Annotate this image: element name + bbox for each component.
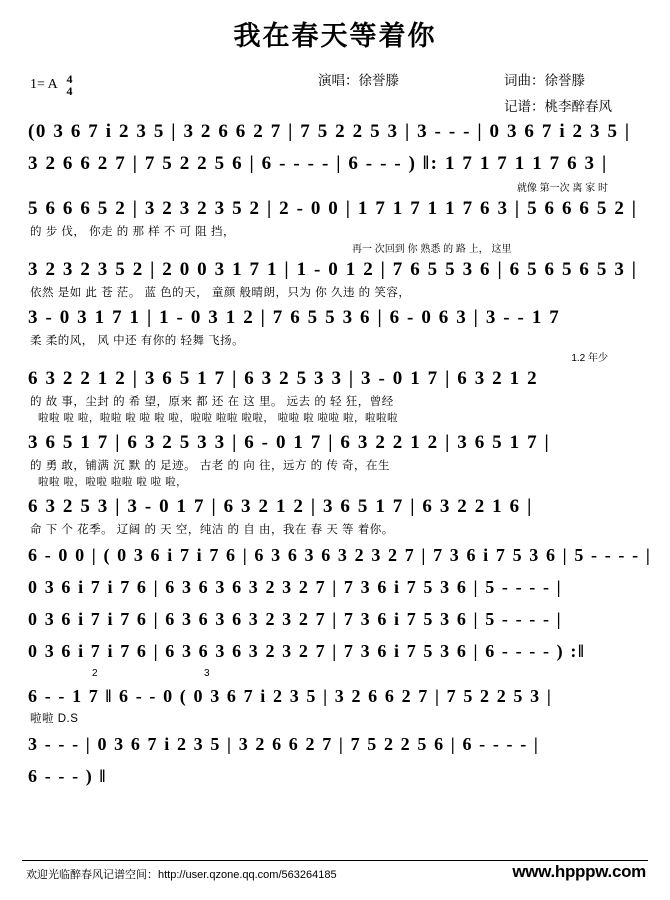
notation-line: 5 6 6 6 5 2 | 3 2 3 2 3 5 2 | 2 - 0 0 | 1 7 1 7 1 1 7 6 3 | 5 6 6 6 5 2 | bbox=[28, 198, 638, 219]
page-title: 我在春天等着你 bbox=[233, 21, 437, 51]
ending-bracket-2: 2 bbox=[92, 668, 98, 679]
notation-line: 6 - - - ) ‖ bbox=[28, 766, 107, 786]
music-system bbox=[22, 364, 648, 426]
singer-credit: 演唱：徐誉滕 bbox=[318, 73, 399, 88]
lyric-line: 就像 第一次 离 家 时 bbox=[516, 183, 608, 194]
footer-credit-link[interactable]: 欢迎光临醉春风记谱空间：http://user.qzone.qq.com/563264185 bbox=[26, 869, 337, 881]
notation-line: 0 3 6 i 7 i 7 6 | 6 3 6 3 6 3 2 3 2 7 | 7 3 6 i 7 5 3 6 | 5 - - - - | bbox=[28, 609, 563, 629]
lyric-line: 命 下 个 花季。 辽阔 的 天 空，纯洁 的 自 由，我在 春 天 等 着你。 bbox=[30, 524, 394, 536]
lyric-line: 柔 柔的风， 风 中还 有你的 轻舞 飞扬。 bbox=[30, 335, 245, 347]
notation-line: 0 3 6 i 7 i 7 6 | 6 3 6 3 6 3 2 3 2 7 | 7 3 6 i 7 5 3 6 | 5 - - - - | bbox=[28, 577, 563, 597]
notation-line: 6 3 2 2 1 2 | 3 6 5 1 7 | 6 3 2 5 3 3 | 3 - 0 1 7 | 6 3 2 1 2 bbox=[28, 368, 539, 389]
notation-line: 3 2 3 2 3 5 2 | 2 0 0 3 1 7 1 | 1 - 0 1 2 | 7 6 5 5 3 6 | 6 5 6 5 6 5 3 | bbox=[28, 259, 638, 280]
time-signature-numerator: 4 bbox=[66, 72, 73, 86]
lyric-line: 啦啦 D.S bbox=[30, 713, 79, 725]
music-system bbox=[22, 636, 648, 666]
music-system-endings bbox=[22, 668, 648, 727]
music-system bbox=[22, 604, 648, 634]
notation-line: 0 3 6 i 7 i 7 6 | 6 3 6 3 6 3 2 3 2 7 | 7 3 6 i 7 5 3 6 | 6 - - - - ) :‖ bbox=[28, 641, 586, 661]
lyric-line-continued: 再一 次回到 你 熟悉 的 路 上， 这里 bbox=[352, 244, 512, 255]
notation-line: 3 - - - | 0 3 6 7 i 2 3 5 | 3 2 6 6 2 7 | 7 5 2 2 5 6 | 6 - - - - | bbox=[28, 734, 540, 754]
footer-site-logo[interactable]: www.hpppw.com bbox=[512, 862, 646, 881]
sheet-music-page bbox=[0, 14, 670, 900]
notation-line: 6 3 2 5 3 | 3 - 0 1 7 | 6 3 2 1 2 | 3 6 5 1 7 | 6 3 2 2 1 6 | bbox=[28, 496, 533, 517]
lyric-line: 的 勇 敢，铺满 沉 默 的 足迹。 古老 的 向 往，远方 的 传 奇，在生 bbox=[30, 460, 391, 472]
music-system bbox=[22, 428, 648, 490]
page-footer bbox=[0, 860, 670, 894]
music-system bbox=[22, 149, 648, 192]
notation-line: 6 - 0 0 | ( 0 3 6 i 7 i 7 6 | 6 3 6 3 6 3 2 3 2 7 | 7 3 6 i 7 5 3 6 | 5 - - - - | bbox=[28, 545, 652, 565]
notator-credit: 记谱：桃李醉春风 bbox=[504, 99, 612, 114]
music-system bbox=[22, 492, 648, 538]
notation-line: 3 6 5 1 7 | 6 3 2 5 3 3 | 6 - 0 1 7 | 6 3 2 2 1 2 | 3 6 5 1 7 | bbox=[28, 432, 551, 453]
music-system bbox=[22, 117, 648, 147]
music-system bbox=[22, 572, 648, 602]
music-system bbox=[22, 255, 648, 301]
notation-line: (0 3 6 7 i 2 3 5 | 3 2 6 6 2 7 | 7 5 2 2 5 3 | 3 - - - | 0 3 6 7 i 2 3 5 | bbox=[28, 121, 631, 142]
time-signature bbox=[66, 73, 72, 97]
verse-marker: 1.2 年少 bbox=[571, 353, 608, 364]
ending-bracket-3: 3 bbox=[204, 668, 210, 679]
notation-line: 3 - 0 3 1 7 1 | 1 - 0 3 1 2 | 7 6 5 5 3 6 | 6 - 0 6 3 | 3 - - 1 7 bbox=[28, 307, 561, 328]
lyric-line: 的 步 伐， 你走 的 那 样 不 可 阻 挡， bbox=[30, 226, 235, 238]
lyric-line-harmony: 啦啦 啦，啦啦 啦啦 啦 啦 啦， bbox=[38, 476, 188, 488]
lyric-line: 的 故 事，尘封 的 希 望，原来 都 还 在 这 里。 远去 的 轻 狂，曾经 bbox=[30, 396, 394, 408]
lyric-line-harmony: 啦啦 啦 啦，啦啦 啦 啦 啦 啦，啦啦 啦啦 啦啦， 啦啦 啦 啦啦 啦，啦啦啦 bbox=[38, 412, 399, 424]
lyric-line: 依然 是如 此 苍 茫。 蓝 色的天， 童颜 般晴朗，只为 你 久违 的 笑容， bbox=[30, 287, 411, 299]
music-system bbox=[22, 729, 648, 759]
music-system bbox=[22, 194, 648, 253]
notation-line: 6 - - 1 7 ‖ 6 - - 0 ( 0 3 6 7 i 2 3 5 | 3 2 6 6 2 7 | 7 5 2 2 5 3 | bbox=[28, 686, 553, 706]
time-signature-denominator: 4 bbox=[66, 84, 73, 98]
credits-block bbox=[22, 55, 648, 117]
music-system bbox=[22, 761, 648, 791]
music-system bbox=[22, 303, 648, 362]
key-signature bbox=[30, 73, 72, 97]
footer-divider bbox=[22, 860, 648, 861]
key-signature-text: 1= A bbox=[30, 77, 57, 93]
music-system bbox=[22, 540, 652, 570]
ending-brackets bbox=[22, 668, 648, 681]
writer-credit: 词曲：徐誉滕 bbox=[504, 73, 585, 88]
notation-line: 3 2 6 6 2 7 | 7 5 2 2 5 6 | 6 - - - - | 6 - - - ) ‖: 1 7 1 7 1 1 7 6 3 | bbox=[28, 153, 608, 174]
